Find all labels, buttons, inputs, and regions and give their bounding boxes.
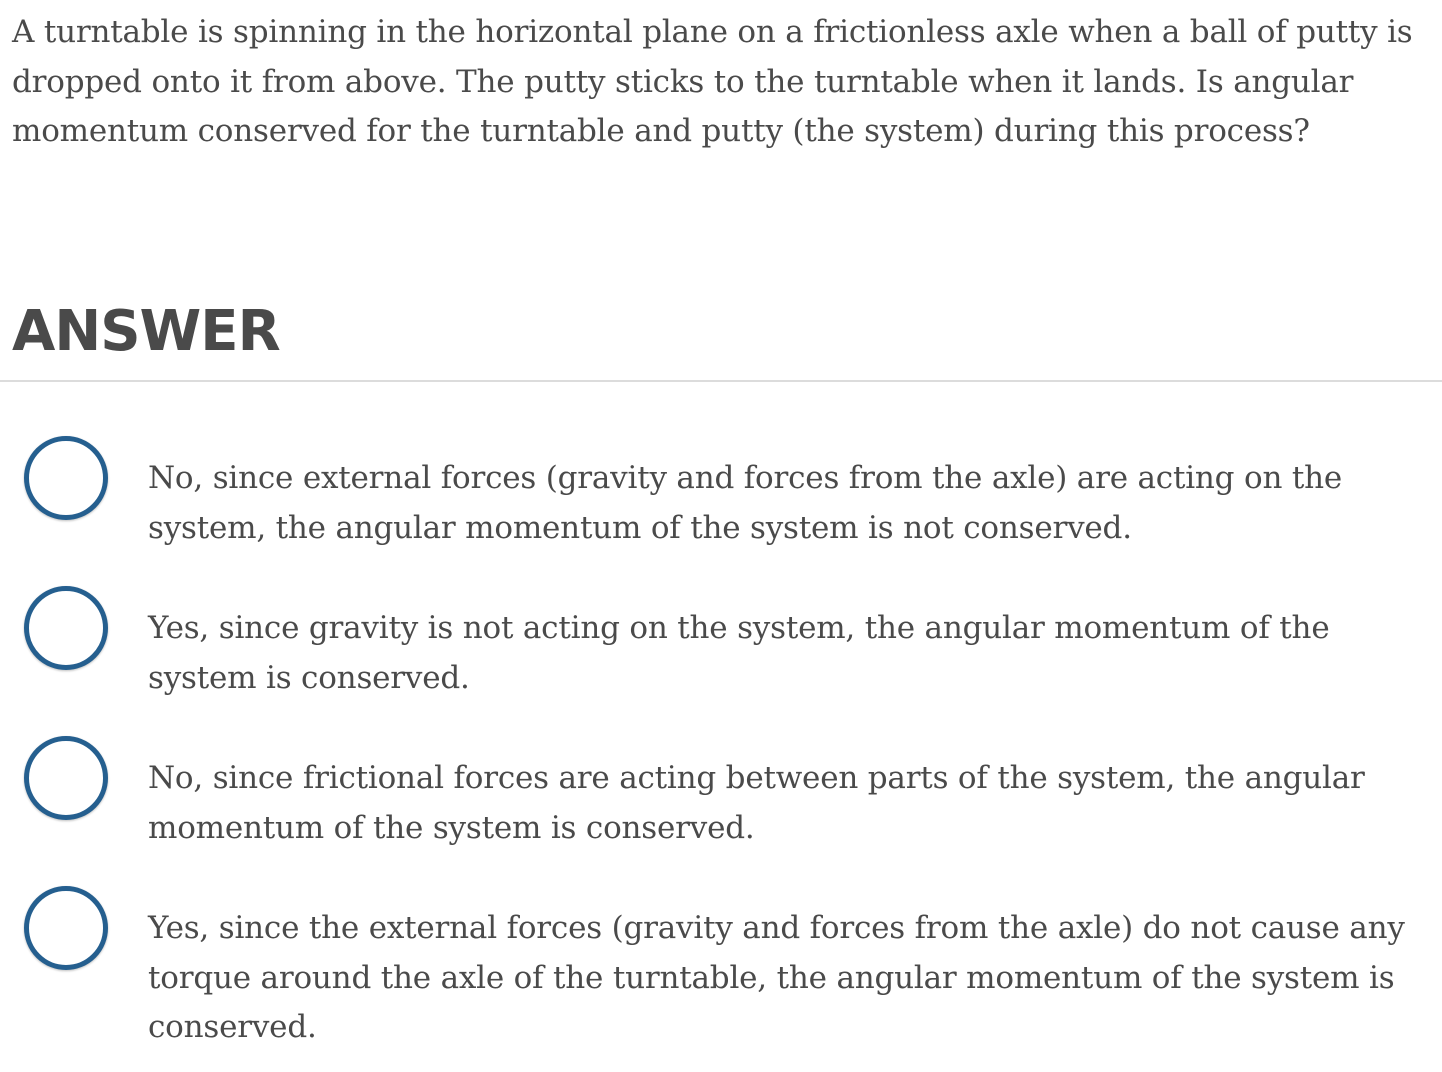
- option-1-label: No, since external forces (gravity and forces from the axle) are acting on the system, the angular momentum of the system is not conserved.: [148, 460, 1343, 546]
- question-text: A turntable is spinning in the horizontal plane on a frictionless axle when a ball of putty is dropped onto it from above. The putty sticks to the turntable when it lands. Is angular momentum conserved for the turntable and putty (the system) during this process?: [12, 14, 1413, 149]
- radio-button-option-2[interactable]: [24, 586, 108, 670]
- option-2-label: Yes, since gravity is not acting on the system, the angular momentum of the system is conserved.: [148, 610, 1330, 696]
- answer-heading: ANSWER: [12, 299, 280, 364]
- radio-button-option-1[interactable]: [24, 436, 108, 520]
- option-4-label: Yes, since the external forces (gravity and forces from the axle) do not cause any torque around the axle of the turntable, the angular momentum of the system is conserved.: [148, 910, 1405, 1045]
- section-divider: [0, 380, 1442, 382]
- radio-button-option-3[interactable]: [24, 736, 108, 820]
- option-3-label: No, since frictional forces are acting between parts of the system, the angular momentum of the system is conserved.: [148, 760, 1365, 846]
- radio-button-option-4[interactable]: [24, 886, 108, 970]
